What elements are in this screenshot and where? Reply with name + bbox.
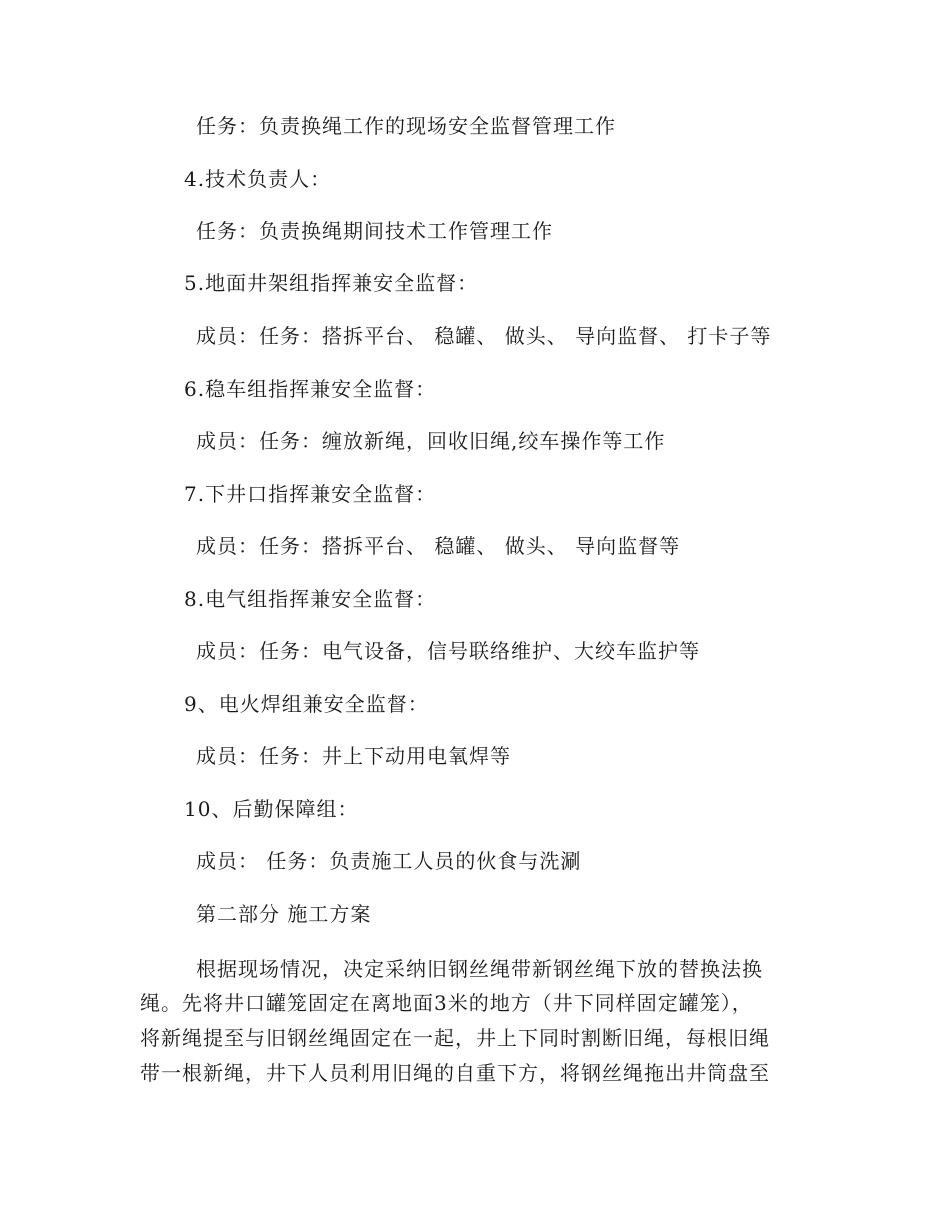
paragraph-line: 绳。先将井口罐笼固定在离地面3米的地方（井下同样固定罐笼）， — [140, 991, 753, 1015]
members-task-line: 成员：任务：缠放新绳，回收旧绳,绞车操作等工作 — [196, 429, 666, 453]
paragraph-line: 根据现场情况，决定采纳旧钢丝绳带新钢丝绳下放的替换法换 — [196, 957, 763, 981]
section-heading: 6.稳车组指挥兼安全监督： — [184, 377, 437, 401]
paragraph-line: 带一根新绳，井下人员利用旧绳的自重下方，将钢丝绳拖出井筒盘至 — [140, 1061, 770, 1085]
members-task-line: 成员：任务：搭拆平台、 稳罐、 做头、 导向监督等 — [196, 534, 681, 558]
section-heading: 8.电气组指挥兼安全监督： — [184, 587, 437, 611]
section-heading: 4.技术负责人： — [184, 167, 332, 191]
members-task-line: 成员：任务：电气设备，信号联络维护、大绞车监护等 — [196, 639, 700, 663]
section-heading: 10、后勤保障组： — [184, 797, 359, 821]
members-task-line: 成员： 任务：负责施工人员的伙食与洗涮 — [196, 849, 582, 873]
paragraph-line: 将新绳提至与旧钢丝绳固定在一起，井上下同时割断旧绳，每根旧绳 — [140, 1026, 770, 1050]
part-title: 第二部分 施工方案 — [196, 902, 372, 926]
task-line: 任务：负责换绳工作的现场安全监督管理工作 — [196, 114, 616, 138]
members-task-line: 成员：任务：搭拆平台、 稳罐、 做头、 导向监督、 打卡子等 — [196, 324, 772, 348]
section-heading: 7.下井口指挥兼安全监督： — [184, 482, 437, 506]
task-line: 任务：负责换绳期间技术工作管理工作 — [196, 219, 553, 243]
section-heading: 5.地面井架组指挥兼安全监督： — [184, 271, 479, 295]
members-task-line: 成员：任务：井上下动用电氧焊等 — [196, 744, 511, 768]
section-heading: 9、电火焊组兼安全监督： — [184, 692, 429, 716]
